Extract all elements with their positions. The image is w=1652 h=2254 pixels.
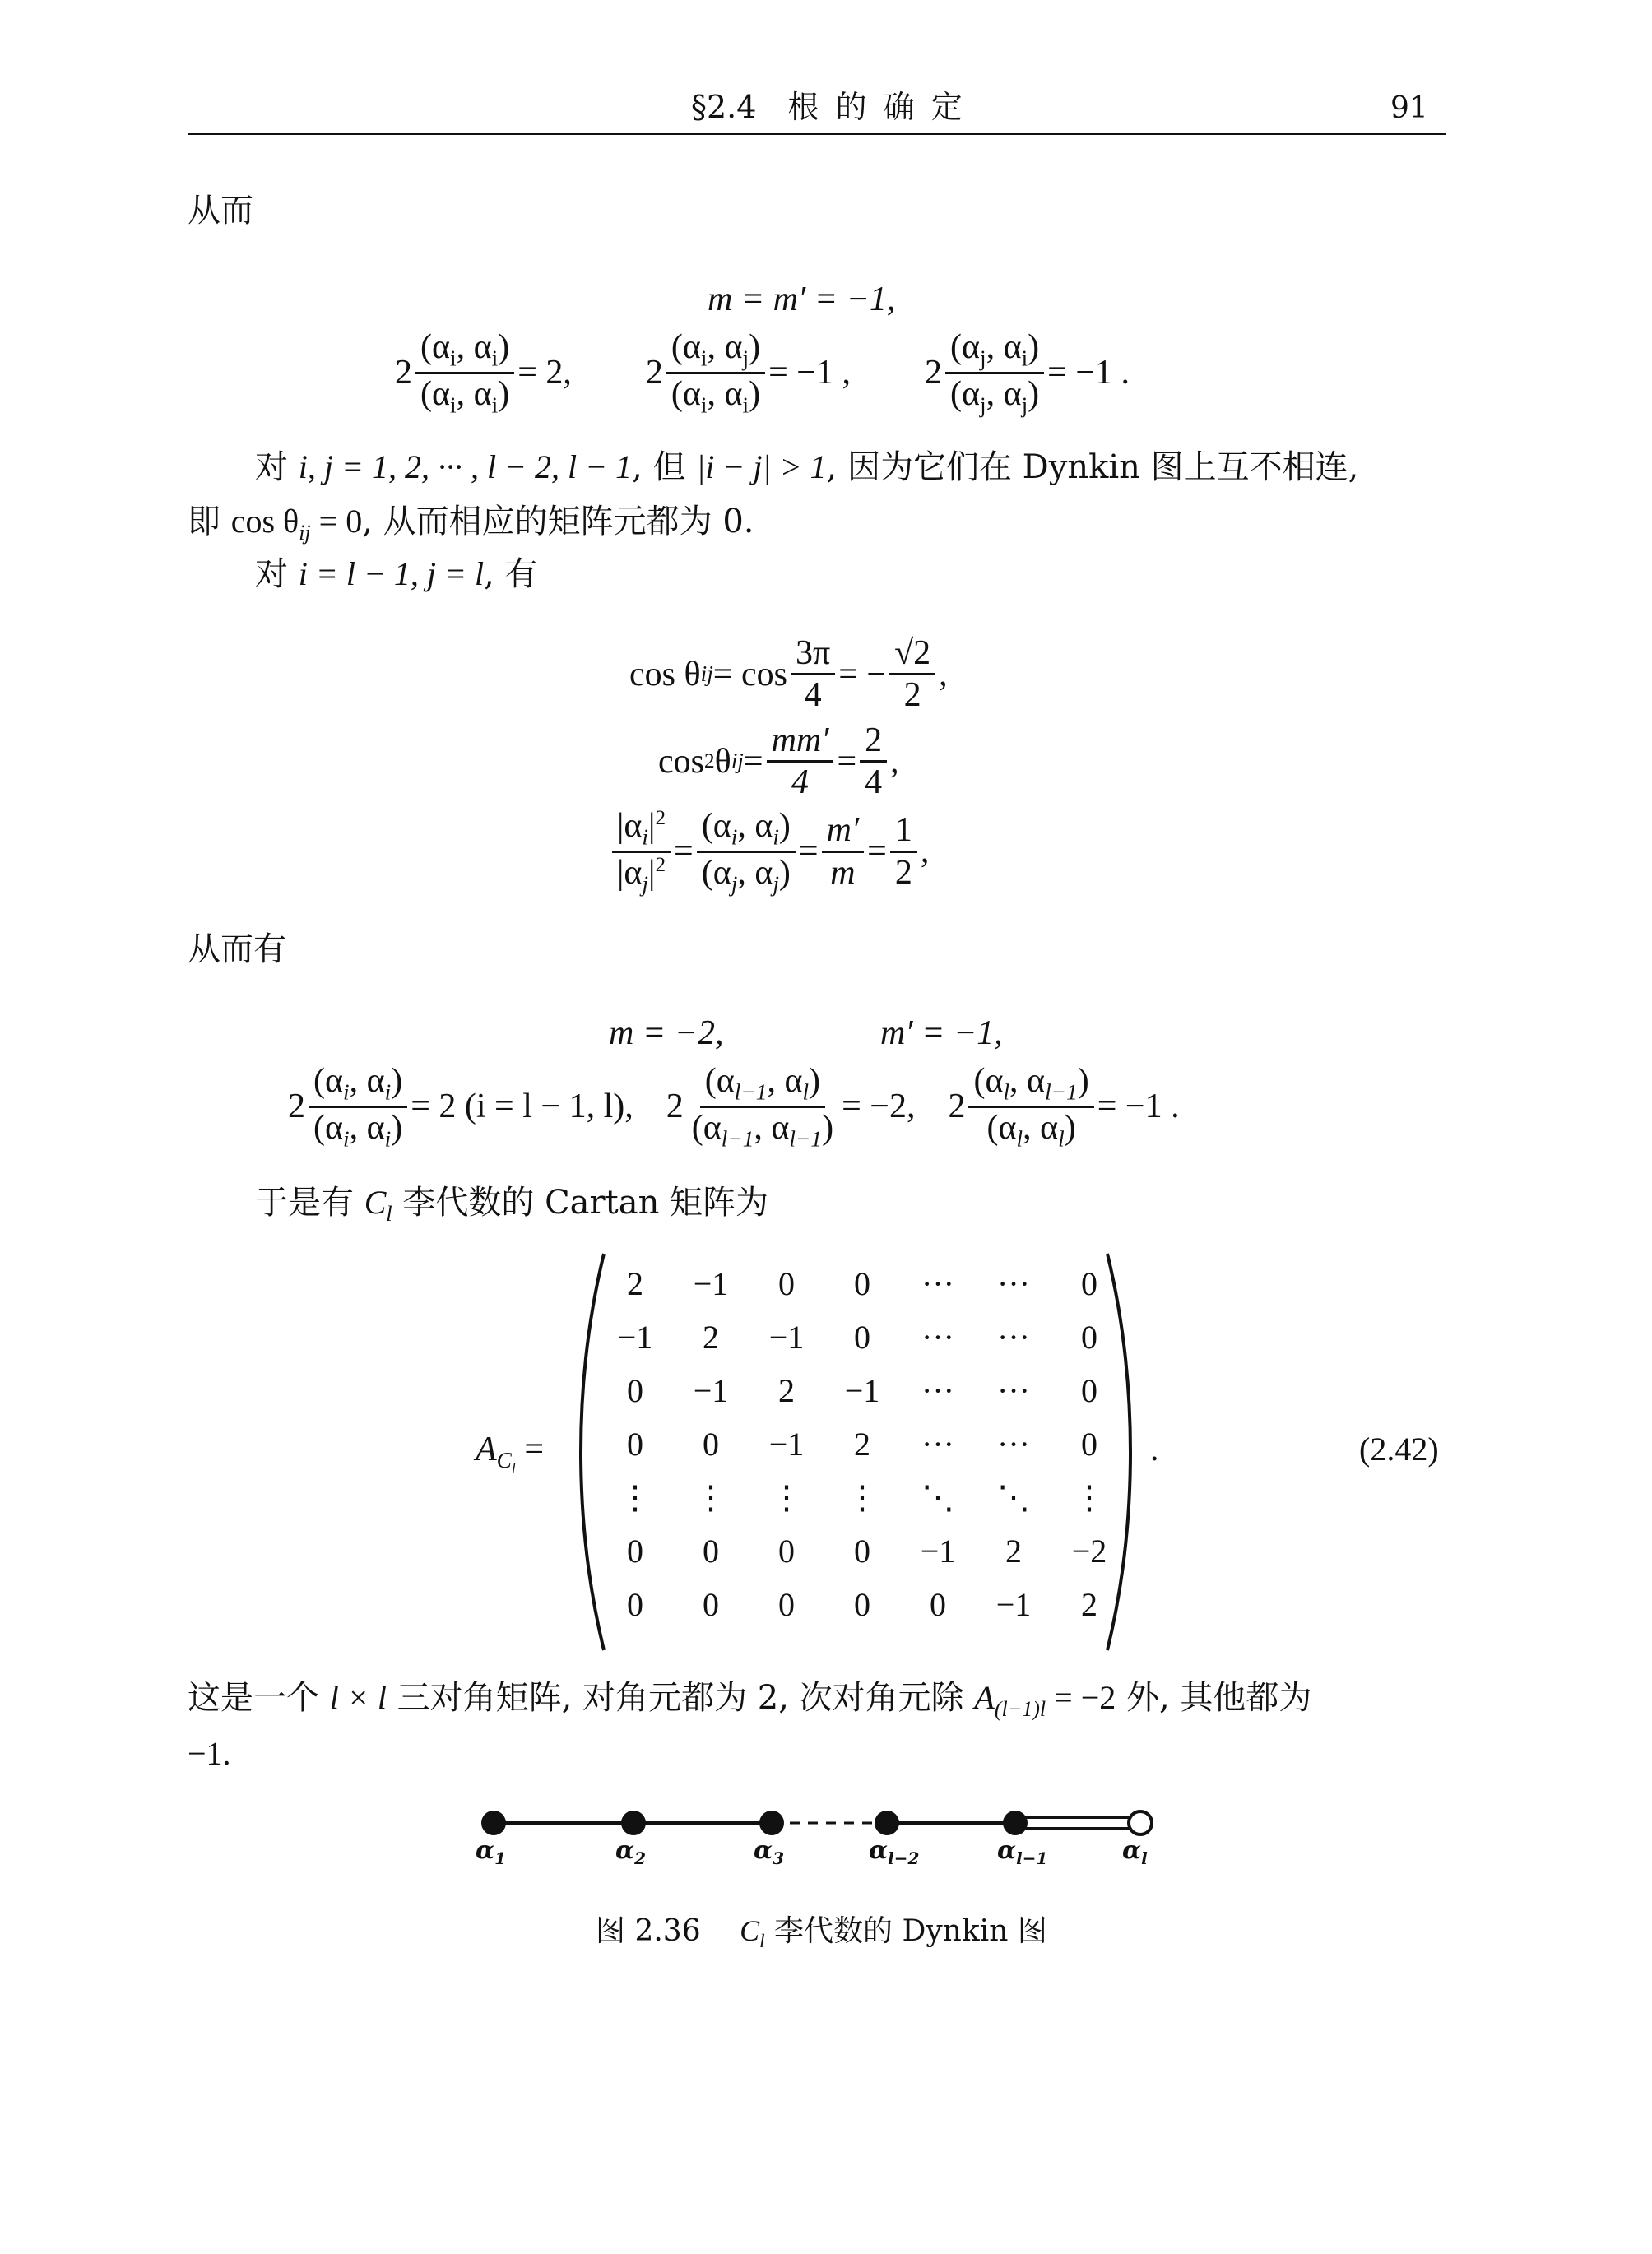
matrix-cell: 0	[854, 1586, 870, 1623]
cartan-matrix	[597, 1257, 1127, 1631]
coefficient: 2	[645, 354, 663, 392]
matrix-cell: 0	[1081, 1426, 1097, 1463]
dynkin-labels	[461, 1836, 1168, 1885]
matrix-row	[597, 1364, 1127, 1417]
matrix-cell: −1	[995, 1586, 1032, 1623]
matrix-period: .	[1150, 1431, 1159, 1468]
equation-rhs: = 2,	[517, 354, 572, 392]
matrix-cell: −1	[693, 1265, 729, 1302]
fraction: $\frac{(\alpha_i, \alpha_j)}{(\alpha_i, \alpha_i)}$	[666, 327, 765, 419]
matrix-cell: ···	[997, 1372, 1030, 1409]
running-header	[691, 89, 966, 127]
node-filled	[621, 1811, 646, 1835]
matrix-row	[597, 1524, 1127, 1578]
node-filled	[1003, 1811, 1028, 1835]
header-rule	[188, 133, 1446, 135]
matrix-cell: ···	[921, 1426, 954, 1463]
matrix-row	[597, 1257, 1127, 1310]
matrix-cell: ⋮	[770, 1479, 803, 1516]
coefficient: 2	[924, 354, 942, 392]
matrix-row	[597, 1578, 1127, 1631]
matrix-cell: ⋮	[619, 1479, 652, 1516]
matrix-cell: 0	[1081, 1319, 1097, 1356]
section-number: §2.4	[691, 89, 757, 125]
paragraph-text: 对 i, j = 1, 2, ··· , l − 2, l − 1, 但 |i − j| > 1, 因为它们在 Dynkin 图上互不相连,	[255, 448, 1359, 486]
matrix-cell: 2	[703, 1319, 719, 1356]
matrix-cell: 2	[854, 1426, 870, 1463]
paragraph-text: 从而有	[188, 930, 286, 968]
matrix-cell: 0	[854, 1533, 870, 1570]
node-label: $\alpha_l$	[1122, 1836, 1148, 1868]
matrix-cell: 0	[930, 1586, 946, 1623]
matrix-cell: −1	[844, 1372, 880, 1409]
matrix-cell: ···	[997, 1426, 1030, 1463]
matrix-cell: 0	[627, 1533, 643, 1570]
matrix-cell: 0	[778, 1586, 795, 1623]
matrix-cell: −1	[617, 1319, 653, 1356]
matrix-cell: 0	[778, 1533, 795, 1570]
matrix-cell: ···	[921, 1319, 954, 1356]
matrix-cell: 0	[703, 1586, 719, 1623]
equation-cos: cos θ ij = cos $\frac{3\pi}{4}$ = − $\frac{√2}{2}$ ,	[629, 634, 948, 715]
matrix-cell: −1	[768, 1426, 805, 1463]
matrix-cell: −1	[693, 1372, 729, 1409]
section-title: 根 的 确 定	[787, 89, 966, 125]
paragraph-text: 即 $\cos \theta_{ij} = 0$, 从而相应的矩阵元都为 0.	[188, 503, 754, 545]
matrix-cell: 2	[778, 1372, 795, 1409]
node-label: $\alpha_{l-2}$	[869, 1836, 920, 1868]
equation-line: m = m′ = −1,	[708, 281, 896, 318]
node-filled	[759, 1811, 784, 1835]
equation-m: m = −2,	[609, 1014, 724, 1052]
matrix-cell: ⋮	[846, 1479, 879, 1516]
page-number: 91	[1390, 91, 1428, 125]
node-open	[1129, 1811, 1152, 1834]
node-filled	[481, 1811, 506, 1835]
equation-block-3: 2 $\frac{(\alpha_i, \alpha_i)}{(\alpha_i, \alpha_i)}$ = 2 (i = l − 1, l), 2 $\frac{(\alpha_{l-1}, \alpha_l)}{(\alpha_{l-1}, \alpha_{l-1})}$ = −2, 2 $\frac{(\alpha_l, \alpha_{l-1})}{(\alpha_l, \alpha_l)}$ = −1 .	[288, 1062, 1180, 1152]
matrix-cell: 0	[1081, 1265, 1097, 1302]
coefficient: 2	[395, 354, 412, 392]
matrix-cell: −1	[920, 1533, 956, 1570]
matrix-cell: 2	[1081, 1586, 1097, 1623]
node-label: $\alpha_2$	[615, 1836, 647, 1868]
matrix-cell: 0	[627, 1426, 643, 1463]
paragraph-text: 对 i = l − 1, j = l, 有	[255, 555, 538, 593]
matrix-cell: ⋮	[694, 1479, 727, 1516]
node-label: $\alpha_{l-1}$	[997, 1836, 1048, 1868]
equation-m-prime: m′ = −1,	[880, 1014, 1003, 1052]
matrix-cell: 0	[703, 1426, 719, 1463]
matrix-cell: ⋱	[997, 1479, 1030, 1516]
equation-rhs: = −1 ,	[768, 354, 851, 392]
matrix-cell: 0	[1081, 1372, 1097, 1409]
matrix-cell: 2	[627, 1265, 643, 1302]
paragraph-text: −1.	[188, 1735, 231, 1772]
equation-rhs: = −1 .	[1047, 354, 1130, 392]
matrix-row	[597, 1471, 1127, 1524]
matrix-cell: 2	[1005, 1533, 1022, 1570]
matrix-cell: 0	[854, 1319, 870, 1356]
matrix-cell: ···	[921, 1372, 954, 1409]
node-label: $\alpha_1$	[476, 1836, 507, 1868]
equation-cos-squared: cos 2 θ ij = $\frac{mm'}{4}$ = $\frac{2}{4}$ ,	[658, 721, 899, 802]
matrix-cell: −1	[768, 1319, 805, 1356]
equation-norm-ratio: $\frac{|\alpha_i|^2}{|\alpha_j|^2}$ = $\frac{(\alpha_i, \alpha_i)}{(\alpha_j, \alpha_j)}$ = $\frac{m'}{m}$ = $\frac{1}{2}$ ,	[609, 806, 929, 897]
matrix-row	[597, 1417, 1127, 1471]
node-label: $\alpha_3$	[754, 1836, 785, 1868]
matrix-cell: 0	[703, 1533, 719, 1570]
fraction: $\frac{(\alpha_i, \alpha_i)}{(\alpha_i, \alpha_i)}$	[415, 327, 514, 419]
matrix-cell: ···	[997, 1265, 1030, 1302]
node-filled	[875, 1811, 899, 1835]
matrix-cell: 0	[627, 1372, 643, 1409]
paragraph-text: 于是有 $C_l$ 李代数的 Cartan 矩阵为	[255, 1184, 769, 1226]
matrix-cell: ⋱	[921, 1479, 954, 1516]
matrix-cell: 0	[854, 1265, 870, 1302]
matrix-cell: ···	[921, 1265, 954, 1302]
matrix-cell: ⋮	[1073, 1479, 1106, 1516]
paragraph-text: 这是一个 l × l 三对角矩阵, 对角元都为 2, 次对角元除 $A_{(l-1)l} = -2$ 外, 其他都为	[188, 1679, 1312, 1721]
equation-number: (2.42)	[1359, 1431, 1439, 1468]
matrix-cell: −2	[1071, 1533, 1107, 1570]
matrix-lhs: $A_{C_l}$ =	[476, 1431, 544, 1477]
figure-caption: 图 2.36 $C_l$ 李代数的 Dynkin 图	[596, 1914, 1047, 1953]
matrix-row	[597, 1310, 1127, 1364]
matrix-cell: 0	[778, 1265, 795, 1302]
equation-block-1	[395, 327, 1130, 419]
paragraph-text: 从而	[188, 192, 253, 230]
matrix-cell: ···	[997, 1319, 1030, 1356]
matrix-cell: 0	[627, 1586, 643, 1623]
fraction: $\frac{(\alpha_j, \alpha_i)}{(\alpha_j, \alpha_j)}$	[945, 327, 1044, 419]
